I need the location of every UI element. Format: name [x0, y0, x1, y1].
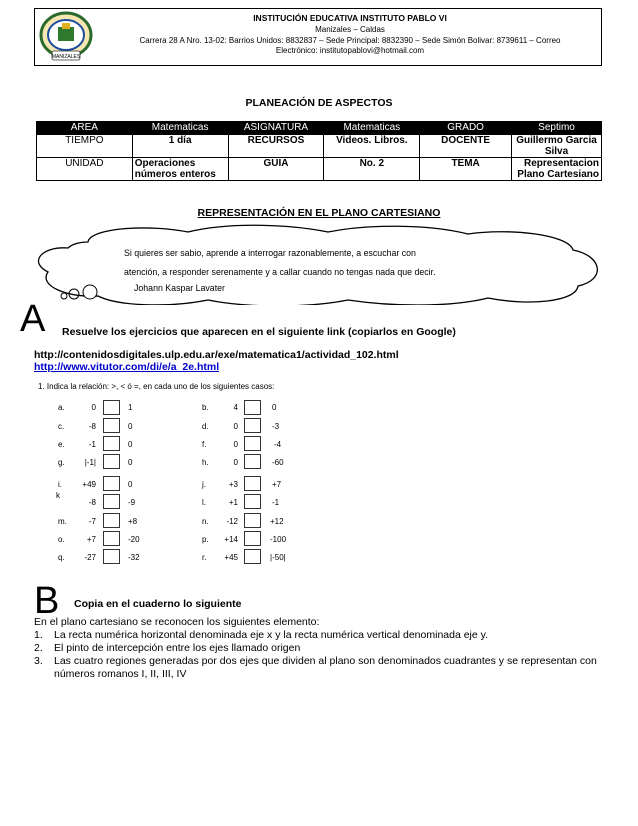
- section-b-letter: B: [34, 580, 60, 622]
- plan-title: PLANEACIÓN DE ASPECTOS: [245, 97, 393, 109]
- list-item-text: La recta numérica horizontal denominada eje x y la recta numérica vertical denominada eje y.: [54, 629, 489, 641]
- thought-cloud-icon: [28, 220, 608, 305]
- exercise-label: i.: [58, 480, 62, 489]
- exercise-label: f.: [202, 440, 207, 449]
- exercise-right: -60: [272, 458, 284, 467]
- exercise-right: 0: [272, 403, 277, 412]
- exercise-right: 0: [128, 422, 133, 431]
- exercise-left: +7: [86, 535, 96, 544]
- exercise-right: -3: [272, 422, 280, 431]
- exercise-left: -1: [88, 440, 96, 449]
- exercise-left: |-1|: [84, 458, 96, 467]
- exercise-right: -4: [274, 440, 282, 449]
- answer-box[interactable]: [244, 436, 261, 451]
- exercise-right: -9: [128, 498, 136, 507]
- answer-box[interactable]: [103, 549, 120, 564]
- institution-address: Carrera 28 A Nro. 13-02: Barrios Unidos: 8832837 – Sede Principal: 8832390 – Sede Simón Bolivar: 8739611 – Correo: [139, 36, 561, 45]
- answer-box[interactable]: [244, 531, 261, 546]
- exercise-right: +12: [270, 517, 284, 526]
- institution-city: Manizales – Caldas: [315, 25, 385, 34]
- exercise-left: 4: [233, 403, 238, 412]
- exercise-label: l.: [202, 498, 206, 507]
- cell-subject-value: Matematicas: [324, 122, 420, 135]
- exercise-left: +45: [224, 553, 238, 562]
- exercise-left: 0: [233, 422, 238, 431]
- list-item-number: 3.: [34, 655, 43, 667]
- cell-subject-label: ASIGNATURA: [228, 122, 324, 135]
- exercise-label: j.: [202, 480, 206, 489]
- exercise-left: -8: [88, 422, 96, 431]
- exercise-label: b.: [202, 403, 209, 412]
- cell-teacher-label: DOCENTE: [420, 135, 512, 158]
- answer-box[interactable]: [244, 400, 261, 415]
- exercise-left: 0: [233, 440, 238, 449]
- exercise-label: k: [56, 491, 60, 500]
- answer-box[interactable]: [103, 494, 120, 509]
- exercise-label: h.: [202, 458, 209, 467]
- list-item-text: El pinto de intercepción entre los ejes llamado origen: [54, 642, 301, 654]
- cell-resources-value: Videos. Libros.: [324, 135, 420, 158]
- exercise-label: p.: [202, 535, 209, 544]
- exercise-right: -20: [128, 535, 140, 544]
- quote-line-1: Si quieres ser sabio, aprende a interrogar razonablemente, a escuchar con: [124, 248, 416, 258]
- exercise-label: c.: [58, 422, 65, 431]
- exercise-right: |-50|: [270, 553, 286, 562]
- exercise-label: g.: [58, 458, 65, 467]
- exercise-right: -100: [270, 535, 287, 544]
- exercise-right: +8: [128, 517, 138, 526]
- answer-box[interactable]: [244, 494, 261, 509]
- section-title: REPRESENTACIÓN EN EL PLANO CARTESIANO: [197, 207, 441, 219]
- exercise-right: 0: [128, 458, 133, 467]
- exercise-left: +49: [82, 480, 96, 489]
- exercise-right: 1: [128, 403, 133, 412]
- cell-grade-label: GRADO: [420, 122, 512, 135]
- exercise-left: -7: [88, 517, 96, 526]
- answer-box[interactable]: [244, 549, 261, 564]
- cell-resources-label: RECURSOS: [228, 135, 324, 158]
- list-item-text: Las cuatro regiones generadas por dos ejes que dividen al plano son denominados cuadrantes y se representan con números romanos I, II, III, IV: [54, 655, 597, 680]
- answer-box[interactable]: [103, 531, 120, 546]
- svg-text:MANIZALES: MANIZALES: [51, 54, 81, 60]
- answer-box[interactable]: [244, 454, 261, 469]
- exercise-title: 1. Indica la relación: >, < ó =, en cada uno de los siguientes casos:: [38, 382, 275, 391]
- exercise-label: e.: [58, 440, 65, 449]
- exercise-right: +7: [272, 480, 282, 489]
- exercise-label: n.: [202, 517, 209, 526]
- answer-box[interactable]: [103, 436, 120, 451]
- cell-time-value: 1 día: [132, 135, 228, 158]
- exercise-left: -12: [226, 517, 238, 526]
- cell-grade-value: Septimo: [512, 122, 602, 135]
- exercise-label: q.: [58, 553, 65, 562]
- exercise-left: -8: [88, 498, 96, 507]
- exercise-label: m.: [58, 517, 67, 526]
- cell-time-label: TIEMPO: [37, 135, 133, 158]
- exercise-right: -32: [128, 553, 140, 562]
- cell-teacher-value: Guillermo Garcia Silva: [512, 135, 602, 158]
- exercise-right: 0: [128, 440, 133, 449]
- info-row-area: [37, 122, 602, 135]
- cell-area-label: AREA: [37, 122, 133, 135]
- exercise-label: a.: [58, 403, 65, 412]
- school-logo-icon: [38, 11, 94, 63]
- link-contenidos[interactable]: http://contenidosdigitales.ulp.edu.ar/exe/matematica1/actividad_102.html: [34, 349, 399, 361]
- quote-author: Johann Kaspar Lavater: [134, 283, 225, 293]
- exercise-left: +3: [228, 480, 238, 489]
- institution-name: INSTITUCIÓN EDUCATIVA INSTITUTO PABLO VI: [253, 13, 447, 23]
- link-vitutor[interactable]: http://www.vitutor.com/di/e/a_2e.html: [34, 361, 220, 373]
- quote-line-2: atención, a responder serenamente y a callar cuando no tengas nada que decir.: [124, 267, 436, 277]
- cell-area-value: Matematicas: [132, 122, 228, 135]
- cell-guide-label: GUIA: [228, 158, 324, 181]
- answer-box[interactable]: [103, 400, 120, 415]
- answer-box[interactable]: [103, 454, 120, 469]
- info-table: [36, 121, 602, 181]
- answer-box[interactable]: [244, 418, 261, 433]
- cell-unit-label: UNIDAD: [37, 158, 133, 181]
- exercise-label: o.: [58, 535, 65, 544]
- institution-email: Electrónico: institutopablovi@hotmail.com: [275, 46, 425, 55]
- section-b-intro: En el plano cartesiano se reconocen los siguientes elemento:: [34, 616, 320, 628]
- exercise-left: 0: [91, 403, 96, 412]
- section-a-instruction: Resuelve los ejercicios que aparecen en el siguiente link (copiarlos en Google): [62, 326, 456, 338]
- answer-box[interactable]: [103, 513, 120, 528]
- cell-topic-label: TEMA: [420, 158, 512, 181]
- list-item-number: 2.: [34, 642, 43, 654]
- answer-box[interactable]: [103, 476, 120, 491]
- exercise-left: -27: [84, 553, 96, 562]
- answer-box[interactable]: [103, 418, 120, 433]
- cell-guide-value: No. 2: [324, 158, 420, 181]
- exercise-left: +1: [228, 498, 238, 507]
- exercise-right: 0: [128, 480, 133, 489]
- exercise-right: -1: [272, 498, 280, 507]
- cell-unit-value: Operaciones números enteros: [132, 158, 228, 181]
- cell-topic-value: Representacion Plano Cartesiano: [512, 158, 602, 181]
- exercise-label: d.: [202, 422, 209, 431]
- answer-box[interactable]: [244, 513, 261, 528]
- list-item-number: 1.: [34, 629, 43, 641]
- exercise-left: 0: [233, 458, 238, 467]
- section-a-letter: A: [20, 298, 46, 340]
- info-row-time: [37, 135, 602, 158]
- answer-box[interactable]: [244, 476, 261, 491]
- exercise-left: +14: [224, 535, 238, 544]
- section-b-instruction: Copia en el cuaderno lo siguiente: [74, 598, 242, 610]
- exercise-label: r.: [202, 553, 207, 562]
- info-row-unit: [37, 158, 602, 181]
